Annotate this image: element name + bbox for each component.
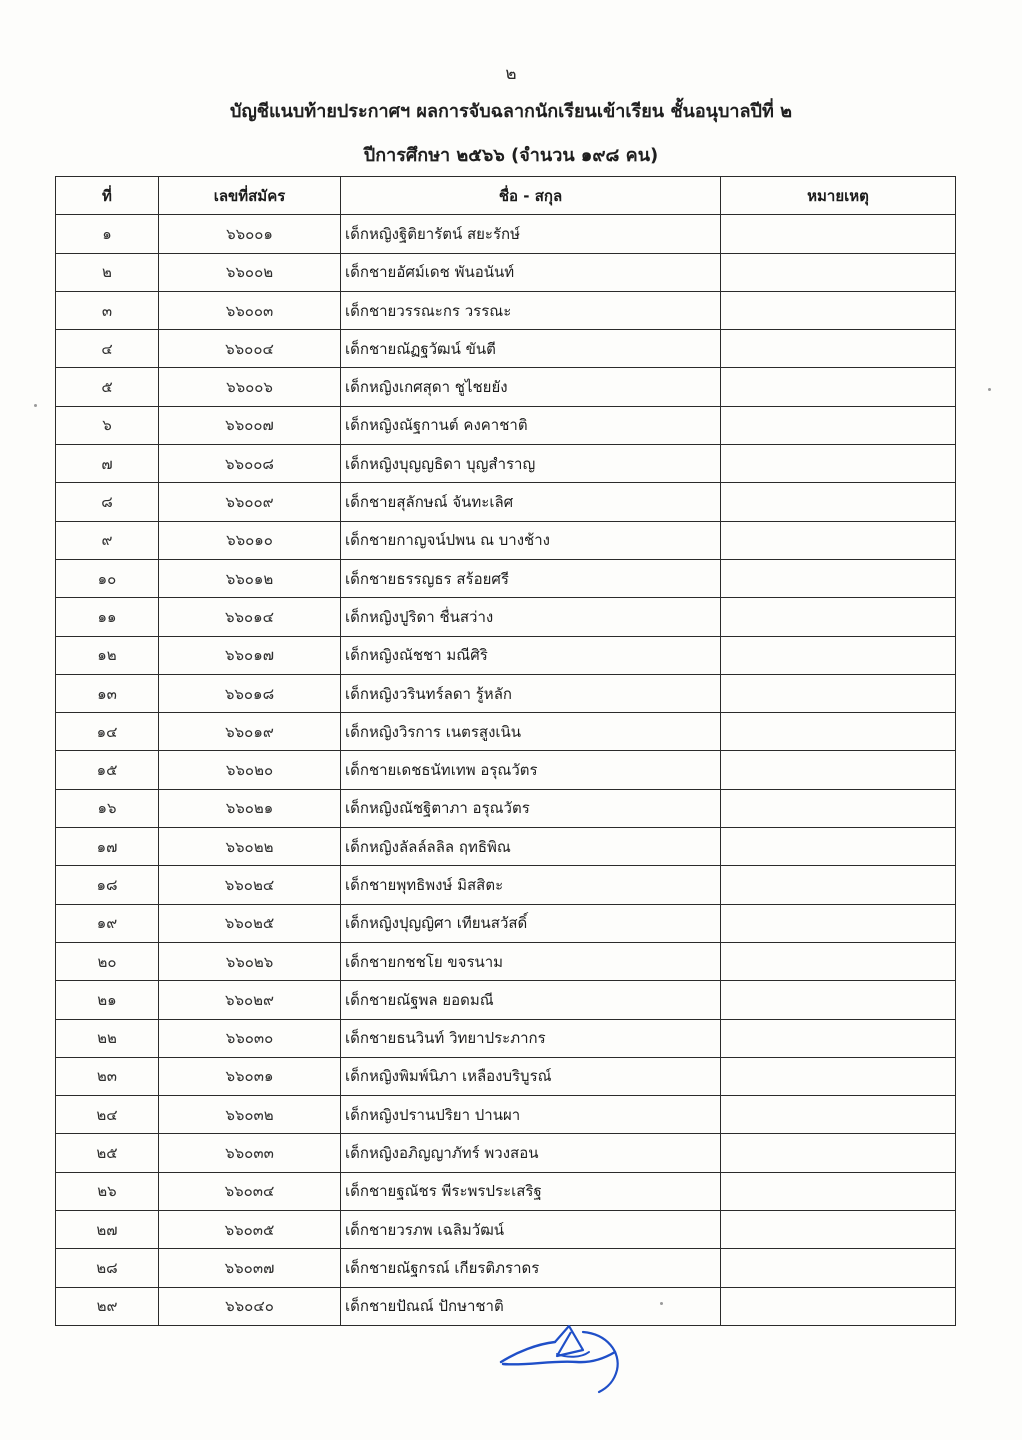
student-name: เด็กชายฐณัชร พีระพรประเสริฐ	[341, 1172, 721, 1210]
student-name: เด็กหญิงลัลล์ลลิล ฤทธิพิณ	[341, 828, 721, 866]
document-title: บัญชีแนบท้ายประกาศฯ ผลการจับฉลากนักเรียนเข้าเรียน ชั้นอนุบาลปีที่ ๒	[230, 101, 792, 122]
application-number: ๖๖๐๑๒	[159, 559, 341, 597]
application-number: ๖๖๐๒๐	[159, 751, 341, 789]
table-row	[56, 1057, 956, 1095]
row-number: ๒	[56, 253, 159, 291]
note-cell	[721, 713, 956, 751]
application-number: ๖๖๐๐๖	[159, 368, 341, 406]
header-no: ที่	[56, 177, 159, 215]
table-row	[56, 713, 956, 751]
note-cell	[721, 598, 956, 636]
application-number: ๖๖๐๐๓	[159, 291, 341, 329]
table-row	[56, 981, 956, 1019]
student-name: เด็กหญิงเกศสุดา ชูไชยยัง	[341, 368, 721, 406]
table-row	[56, 1134, 956, 1172]
row-number: ๒๐	[56, 942, 159, 980]
table-row	[56, 559, 956, 597]
row-number: ๖	[56, 406, 159, 444]
note-cell	[721, 904, 956, 942]
row-number: ๑๐	[56, 559, 159, 597]
note-cell	[721, 1211, 956, 1249]
application-number: ๖๖๐๐๙	[159, 483, 341, 521]
student-name: เด็กหญิงณัฐกานต์ คงคาชาติ	[341, 406, 721, 444]
student-name: เด็กหญิงณัชชา มณีศิริ	[341, 636, 721, 674]
application-number: ๖๖๐๓๕	[159, 1211, 341, 1249]
table-row	[56, 1096, 956, 1134]
student-name: เด็กชายพุทธิพงษ์ มิสสิตะ	[341, 866, 721, 904]
row-number: ๑๒	[56, 636, 159, 674]
application-number: ๖๖๐๒๖	[159, 942, 341, 980]
table-row	[56, 942, 956, 980]
note-cell	[721, 751, 956, 789]
table-row	[56, 445, 956, 483]
row-number: ๒๔	[56, 1096, 159, 1134]
table-row	[56, 253, 956, 291]
student-name: เด็กหญิงณัชฐิตาภา อรุณวัตร	[341, 789, 721, 827]
header-name: ชื่อ - สกุล	[341, 177, 721, 215]
note-cell	[721, 1172, 956, 1210]
student-name: เด็กชายธรรญธร สร้อยศรี	[341, 559, 721, 597]
student-name: เด็กชายวรภพ เฉลิมวัฒน์	[341, 1211, 721, 1249]
paper-speck	[660, 1302, 663, 1305]
student-name: เด็กหญิงปรานปริยา ปานผา	[341, 1096, 721, 1134]
application-number: ๖๖๐๓๒	[159, 1096, 341, 1134]
student-name: เด็กหญิงวรินทร์ลดา รู้หลัก	[341, 674, 721, 712]
table-row	[56, 368, 956, 406]
paper-speck	[34, 404, 37, 407]
row-number: ๑๗	[56, 828, 159, 866]
row-number: ๘	[56, 483, 159, 521]
student-name: เด็กชายวรรณะกร วรรณะ	[341, 291, 721, 329]
application-number: ๖๖๐๐๘	[159, 445, 341, 483]
table-row	[56, 674, 956, 712]
application-number: ๖๖๐๓๗	[159, 1249, 341, 1287]
table-row	[56, 521, 956, 559]
student-name: เด็กหญิงวิรการ เนตรสูงเนิน	[341, 713, 721, 751]
note-cell	[721, 1249, 956, 1287]
student-name: เด็กชายสุลักษณ์ จันทะเลิศ	[341, 483, 721, 521]
note-cell	[721, 445, 956, 483]
row-number: ๒๘	[56, 1249, 159, 1287]
note-cell	[721, 215, 956, 253]
table-row	[56, 483, 956, 521]
note-cell	[721, 1019, 956, 1057]
row-number: ๒๗	[56, 1211, 159, 1249]
application-number: ๖๖๐๑๐	[159, 521, 341, 559]
note-cell	[721, 789, 956, 827]
table-row	[56, 291, 956, 329]
student-name: เด็กหญิงฐิติยารัตน์ สยะรักษ์	[341, 215, 721, 253]
table-row	[56, 636, 956, 674]
student-name: เด็กชายกาญจน์ปพน ณ บางช้าง	[341, 521, 721, 559]
student-name: เด็กหญิงพิมพ์นิภา เหลืองบริบูรณ์	[341, 1057, 721, 1095]
table-body	[56, 215, 956, 1326]
note-cell	[721, 674, 956, 712]
application-number: ๖๖๐๒๕	[159, 904, 341, 942]
student-name: เด็กชายธนวินท์ วิทยาประภากร	[341, 1019, 721, 1057]
note-cell	[721, 559, 956, 597]
table-row	[56, 828, 956, 866]
table-row	[56, 866, 956, 904]
application-number: ๖๖๐๓๓	[159, 1134, 341, 1172]
table-header-row	[56, 177, 956, 215]
student-name: เด็กชายณัฏฐวัฒน์ ขันตี	[341, 330, 721, 368]
student-roster-table	[55, 176, 956, 1326]
table-row	[56, 789, 956, 827]
row-number: ๑๓	[56, 674, 159, 712]
row-number: ๕	[56, 368, 159, 406]
note-cell	[721, 636, 956, 674]
application-number: ๖๖๐๐๒	[159, 253, 341, 291]
table-row	[56, 406, 956, 444]
application-number: ๖๖๐๒๙	[159, 981, 341, 1019]
student-name: เด็กหญิงปูริดา ชื่นสว่าง	[341, 598, 721, 636]
note-cell	[721, 828, 956, 866]
note-cell	[721, 253, 956, 291]
application-number: ๖๖๐๐๗	[159, 406, 341, 444]
note-cell	[721, 1096, 956, 1134]
row-number: ๑๖	[56, 789, 159, 827]
row-number: ๒๑	[56, 981, 159, 1019]
note-cell	[721, 1287, 956, 1325]
student-name: เด็กชายเดชธนัทเทพ อรุณวัตร	[341, 751, 721, 789]
row-number: ๒๖	[56, 1172, 159, 1210]
application-number: ๖๖๐๑๙	[159, 713, 341, 751]
row-number: ๑๑	[56, 598, 159, 636]
row-number: ๑๙	[56, 904, 159, 942]
table-row	[56, 1019, 956, 1057]
student-name: เด็กหญิงบุญญธิดา บุญสำราญ	[341, 445, 721, 483]
note-cell	[721, 406, 956, 444]
header-note: หมายเหตุ	[721, 177, 956, 215]
note-cell	[721, 291, 956, 329]
row-number: ๑๔	[56, 713, 159, 751]
row-number: ๓	[56, 291, 159, 329]
application-number: ๖๖๐๑๗	[159, 636, 341, 674]
application-number: ๖๖๐๔๐	[159, 1287, 341, 1325]
row-number: ๒๒	[56, 1019, 159, 1057]
table-row	[56, 598, 956, 636]
note-cell	[721, 521, 956, 559]
application-number: ๖๖๐๑๔	[159, 598, 341, 636]
header-application-no: เลขที่สมัคร	[159, 177, 341, 215]
note-cell	[721, 330, 956, 368]
table-row	[56, 904, 956, 942]
row-number: ๙	[56, 521, 159, 559]
row-number: ๒๙	[56, 1287, 159, 1325]
application-number: ๖๖๐๒๑	[159, 789, 341, 827]
application-number: ๖๖๐๓๔	[159, 1172, 341, 1210]
student-name: เด็กชายณัฐพล ยอดมณี	[341, 981, 721, 1019]
table-row	[56, 1249, 956, 1287]
table-row	[56, 1211, 956, 1249]
application-number: ๖๖๐๒๒	[159, 828, 341, 866]
row-number: ๑๘	[56, 866, 159, 904]
row-number: ๒๓	[56, 1057, 159, 1095]
note-cell	[721, 981, 956, 1019]
signature-icon	[497, 1322, 627, 1394]
application-number: ๖๖๐๓๐	[159, 1019, 341, 1057]
table-row	[56, 1172, 956, 1210]
student-name: เด็กหญิงปุญญิศา เทียนสวัสดิ์	[341, 904, 721, 942]
note-cell	[721, 866, 956, 904]
row-number: ๔	[56, 330, 159, 368]
note-cell	[721, 1134, 956, 1172]
page-number: ๒	[505, 64, 517, 84]
document-subtitle: ปีการศึกษา ๒๕๖๖ (จำนวน ๑๙๘ คน)	[363, 145, 659, 166]
row-number: ๑๕	[56, 751, 159, 789]
application-number: ๖๖๐๐๔	[159, 330, 341, 368]
table-row	[56, 751, 956, 789]
application-number: ๖๖๐๒๔	[159, 866, 341, 904]
paper-speck	[988, 388, 991, 391]
table-row	[56, 215, 956, 253]
application-number: ๖๖๐๐๑	[159, 215, 341, 253]
application-number: ๖๖๐๑๘	[159, 674, 341, 712]
student-name: เด็กชายณัฐกรณ์ เกียรติภราดร	[341, 1249, 721, 1287]
student-name: เด็กชายกชชโย ขจรนาม	[341, 942, 721, 980]
row-number: ๑	[56, 215, 159, 253]
row-number: ๗	[56, 445, 159, 483]
student-name: เด็กชายปัณณ์ ปักษาชาติ	[341, 1287, 721, 1325]
note-cell	[721, 942, 956, 980]
row-number: ๒๕	[56, 1134, 159, 1172]
note-cell	[721, 483, 956, 521]
student-name: เด็กชายอัศม์เดช พันอนันท์	[341, 253, 721, 291]
note-cell	[721, 368, 956, 406]
table-row	[56, 330, 956, 368]
table-row	[56, 1287, 956, 1325]
note-cell	[721, 1057, 956, 1095]
student-name: เด็กหญิงอภิญญาภัทร์ พวงสอน	[341, 1134, 721, 1172]
application-number: ๖๖๐๓๑	[159, 1057, 341, 1095]
